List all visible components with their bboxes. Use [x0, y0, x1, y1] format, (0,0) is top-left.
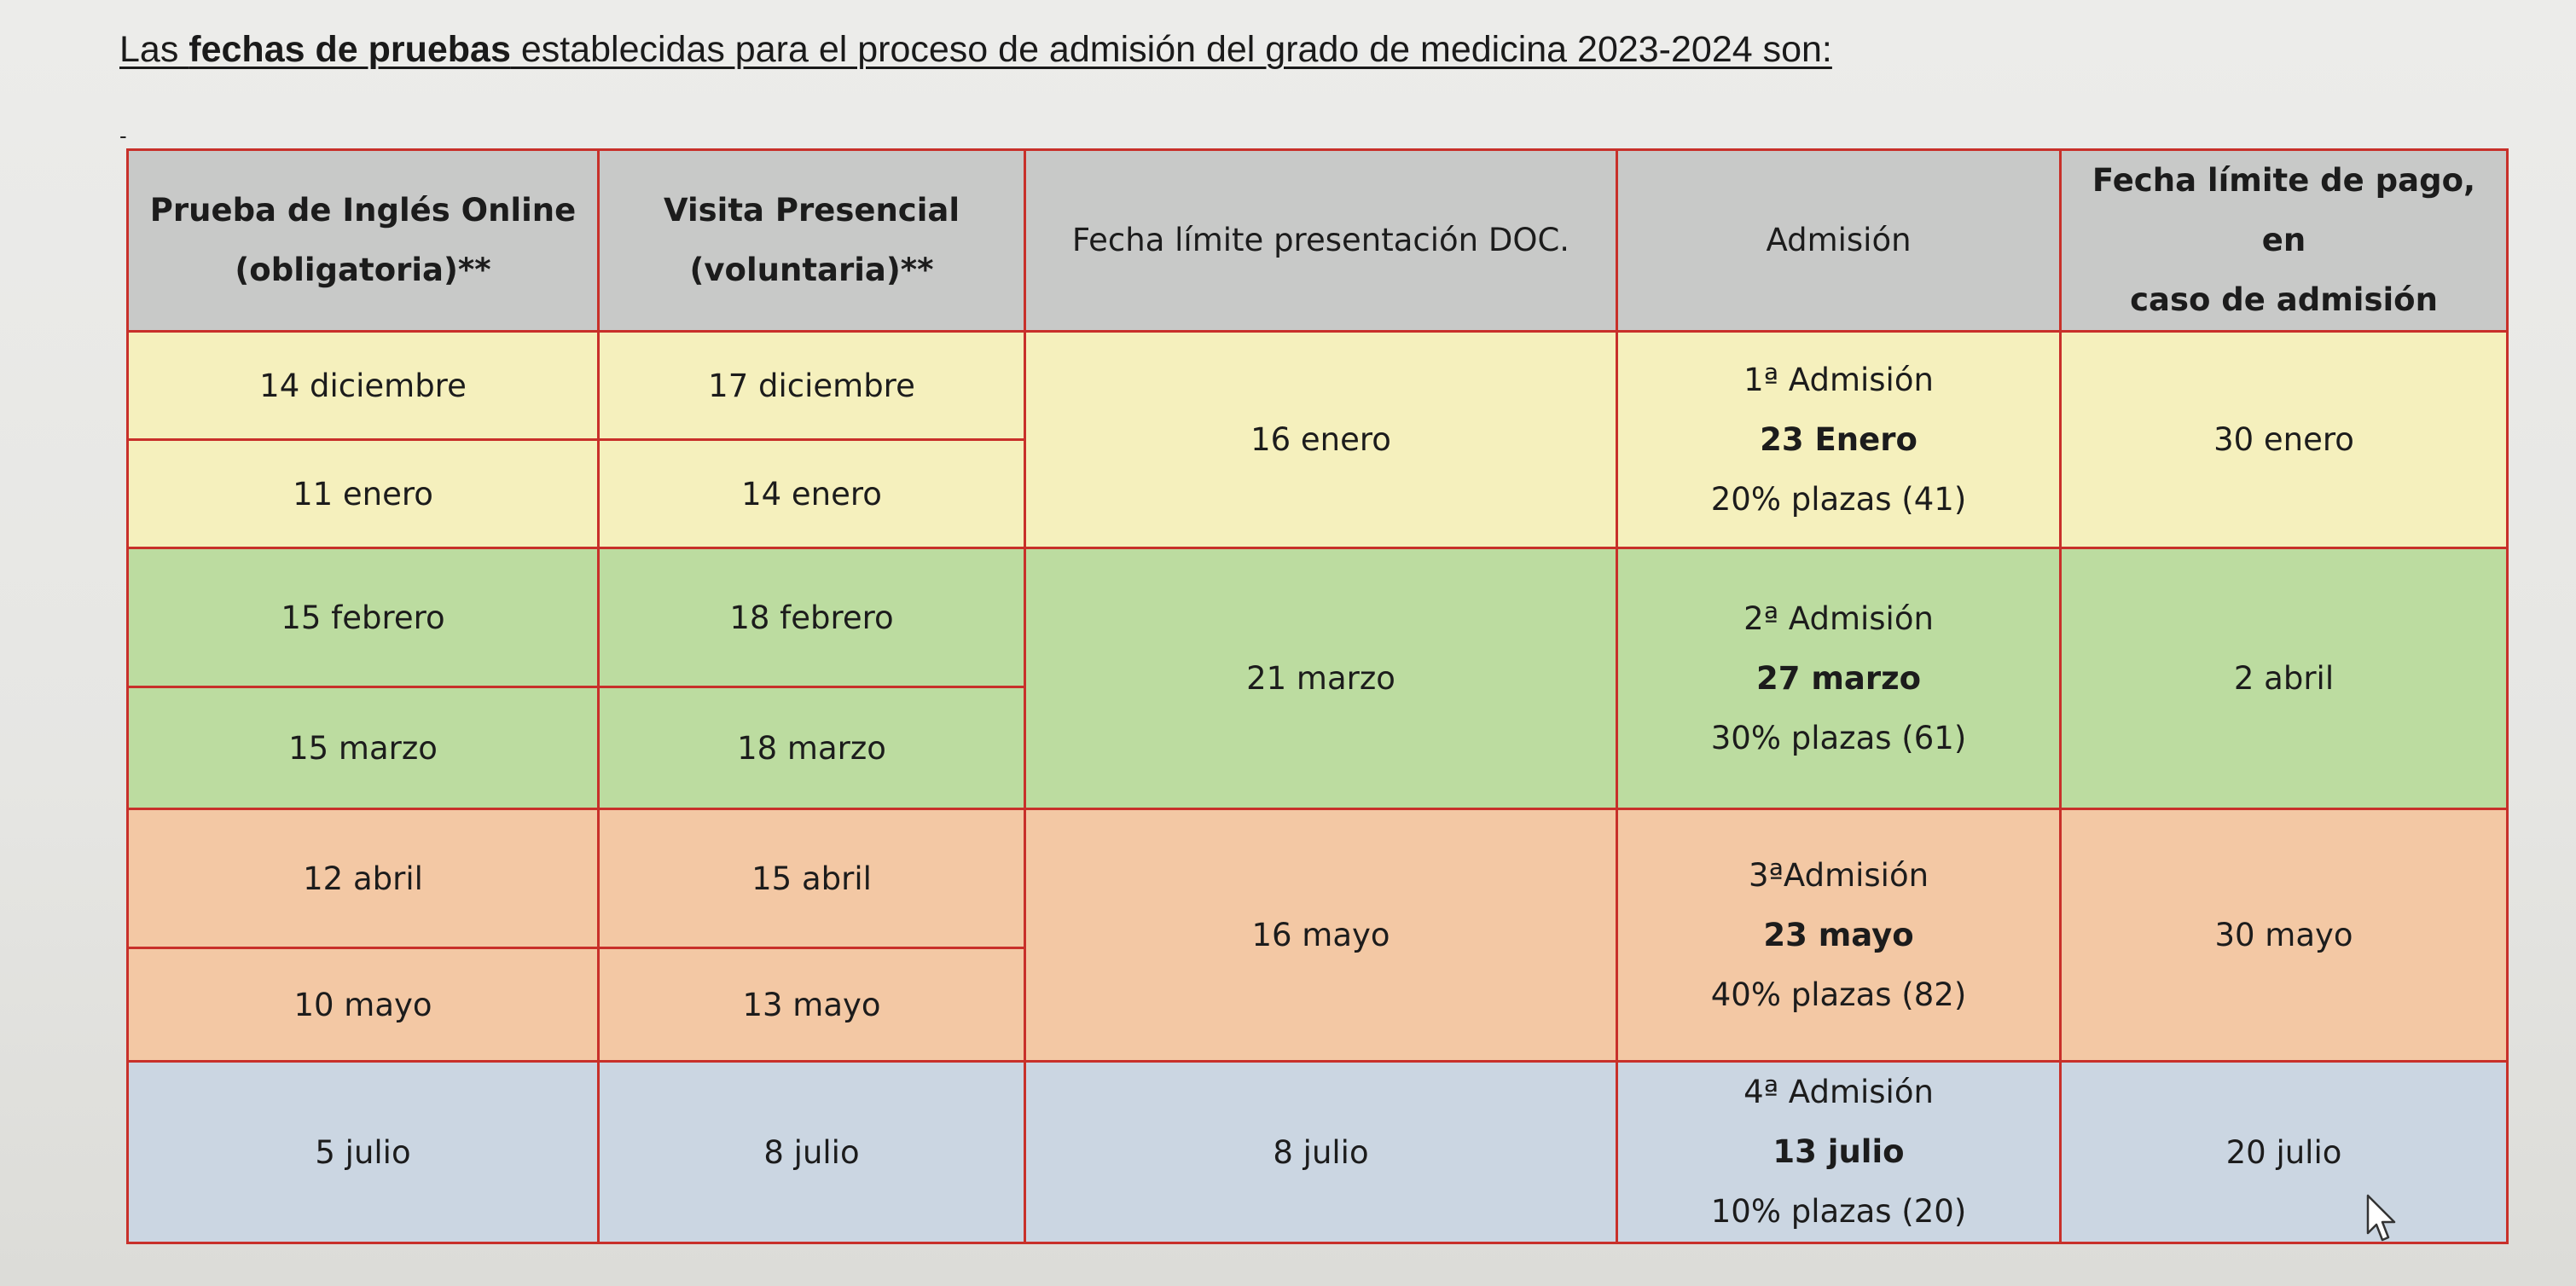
header-doc: Fecha límite presentación DOC.: [1025, 150, 1617, 332]
visita-date-cell: 15 abril: [599, 809, 1025, 948]
admision-label: 3ªAdmisión: [1748, 856, 1929, 894]
header-pago: Fecha límite de pago, en caso de admisión: [2061, 150, 2508, 332]
admision-plazas: 10% plazas (20): [1710, 1193, 1967, 1230]
admision-cell: [1617, 332, 2061, 548]
admision-label: 4ª Admisión: [1743, 1074, 1934, 1110]
admision-cell: [1617, 548, 2061, 809]
admision-cell: [1617, 809, 2061, 1062]
header-admision: Admisión: [1617, 150, 2061, 332]
ingles-date-cell: 15 marzo: [128, 687, 599, 809]
admision-plazas: 30% plazas (61): [1710, 719, 1967, 756]
visita-date-cell: 17 diciembre: [599, 332, 1025, 440]
admission-dates-table: [126, 148, 2509, 1244]
ingles-date-cell: 10 mayo: [128, 948, 599, 1062]
doc-deadline-cell: 16 enero: [1025, 332, 1617, 548]
heading-suffix: establecidas para el proceso de admisión del grado de medicina 2023-2024 son:: [510, 29, 1832, 70]
header-visita: Visita Presencial (voluntaria)**: [599, 150, 1025, 332]
document-heading: [119, 29, 1832, 71]
mouse-pointer-icon: [2364, 1194, 2399, 1245]
admision-date: 23 Enero: [1760, 420, 1917, 458]
doc-deadline-cell: 16 mayo: [1025, 809, 1617, 1062]
admision-label: 1ª Admisión: [1743, 361, 1934, 398]
admision-plazas: 20% plazas (41): [1710, 480, 1967, 518]
admision-cell: [1617, 1062, 2061, 1243]
visita-date-cell: 8 julio: [599, 1062, 1025, 1243]
table-row: [128, 809, 2508, 948]
admision-date: 13 julio: [1772, 1133, 1905, 1170]
pago-deadline-cell: 2 abril: [2061, 548, 2508, 809]
admision-label: 2ª Admisión: [1743, 600, 1934, 637]
pago-deadline-cell: 30 enero: [2061, 332, 2508, 548]
visita-date-cell: 18 febrero: [599, 548, 1025, 687]
admision-plazas: 40% plazas (82): [1710, 976, 1967, 1013]
pago-deadline-cell: 30 mayo: [2061, 809, 2508, 1062]
visita-date-cell: 13 mayo: [599, 948, 1025, 1062]
ingles-date-cell: 12 abril: [128, 809, 599, 948]
admission-dates-table-container: [126, 148, 2506, 1244]
table-row: [128, 548, 2508, 687]
header-ingles: Prueba de Inglés Online (obligatoria)**: [128, 150, 599, 332]
admision-date: 27 marzo: [1755, 659, 1922, 697]
header-row: [128, 150, 2508, 332]
ingles-date-cell: 11 enero: [128, 440, 599, 548]
heading-prefix: Las: [119, 29, 189, 70]
doc-deadline-cell: 21 marzo: [1025, 548, 1617, 809]
pago-deadline-cell: 20 julio: [2061, 1062, 2508, 1243]
heading-bold: fechas de pruebas: [189, 29, 511, 70]
dash-mark: -: [119, 123, 127, 148]
table-row: [128, 332, 2508, 440]
visita-date-cell: 14 enero: [599, 440, 1025, 548]
ingles-date-cell: 14 diciembre: [128, 332, 599, 440]
doc-deadline-cell: 8 julio: [1025, 1062, 1617, 1243]
ingles-date-cell: 15 febrero: [128, 548, 599, 687]
ingles-date-cell: 5 julio: [128, 1062, 599, 1243]
table-row: [128, 1062, 2508, 1243]
visita-date-cell: 18 marzo: [599, 687, 1025, 809]
admision-date: 23 mayo: [1763, 916, 1914, 953]
